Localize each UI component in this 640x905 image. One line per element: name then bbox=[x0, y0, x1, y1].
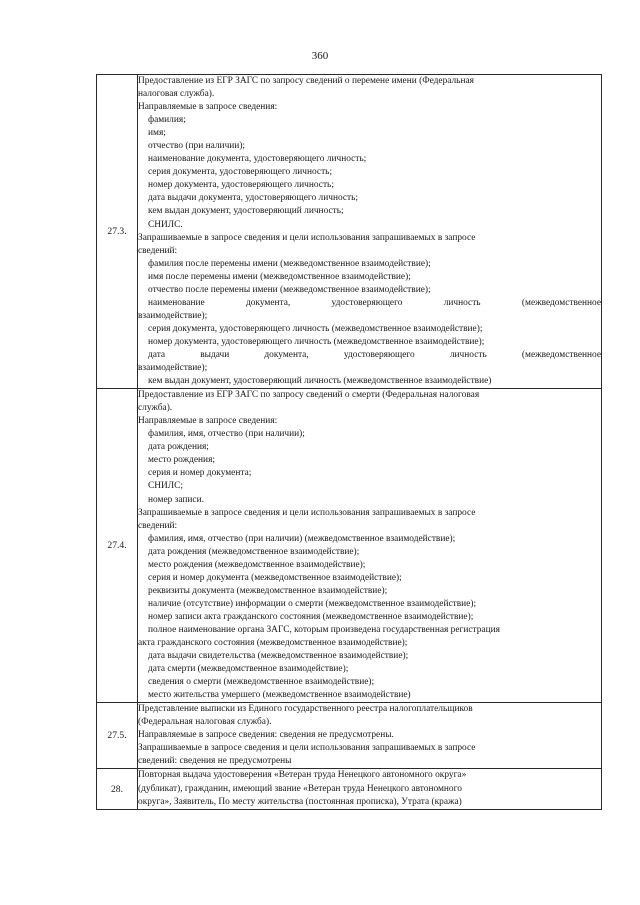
text-line: серия и номер документа (межведомственное взаимодействие); bbox=[148, 572, 402, 583]
text-line: Предоставление из ЕГР ЗАГС по запросу сведений о смерти (Федеральная налоговая bbox=[138, 390, 480, 401]
text-line: дата рождения; bbox=[148, 442, 209, 453]
text-line: номер записи. bbox=[148, 494, 204, 505]
text-line: Запрашиваемые в запросе сведения и цели использования запрашиваемых в запросе bbox=[138, 507, 476, 518]
text-line: дата выдачи документа, удостоверяющего личность; bbox=[148, 193, 359, 204]
text-line: фамилия, имя, отчество (при наличии) (межведомственное взаимодействие); bbox=[148, 533, 456, 544]
text-line: Запрашиваемые в запросе сведения и цели использования запрашиваемых в запросе bbox=[138, 743, 476, 754]
table-row bbox=[97, 703, 602, 769]
text-line: СНИЛС. bbox=[148, 219, 183, 230]
text-line: фамилия; bbox=[148, 115, 186, 126]
text-line: дата выдачи свидетельства (межведомственное взаимодействие); bbox=[148, 651, 409, 662]
text-line: сведений: bbox=[138, 245, 178, 256]
row-content bbox=[138, 75, 602, 389]
text-line: (дубликат), гражданин, имеющий звание «Ветеран труда Ненецкого автономного bbox=[138, 783, 462, 794]
text-line: имя после перемены имени (межведомственное взаимодействие); bbox=[148, 271, 411, 282]
text-line: взаимодействие); bbox=[138, 310, 208, 321]
text-line: сведений: bbox=[138, 520, 178, 531]
text-line: дата выдачи документа, удостоверяющего личность (межведомственное bbox=[148, 349, 601, 360]
row-number: 28. bbox=[97, 769, 138, 809]
text-line: фамилия после перемены имени (межведомственное взаимодействие); bbox=[148, 258, 431, 269]
text-line: наименование документа, удостоверяющего личность (межведомственное bbox=[148, 297, 601, 308]
text-line: Направляемые в запросе сведения: bbox=[138, 416, 278, 427]
text-line: номер записи акта гражданского состояния (межведомственное взаимодействие); bbox=[148, 611, 474, 622]
text-line: место рождения (межведомственное взаимодействие); bbox=[148, 559, 366, 570]
text-line: Направляемые в запросе сведения: bbox=[138, 102, 278, 113]
text-line: дата смерти (межведомственное взаимодействие); bbox=[148, 664, 349, 675]
row-content bbox=[138, 389, 602, 703]
text-line: место рождения; bbox=[148, 455, 215, 466]
text-line: налоговая служба). bbox=[138, 89, 215, 100]
text-line: служба). bbox=[138, 403, 173, 414]
text-line: наименование документа, удостоверяющего личность; bbox=[148, 154, 367, 165]
text-line: акта гражданского состояния (межведомственное взаимодействие); bbox=[138, 638, 408, 649]
text-line: СНИЛС; bbox=[148, 481, 184, 492]
text-line: дата рождения (межведомственное взаимодействие); bbox=[148, 546, 360, 557]
text-line: округа», Заявитель, По месту жительства (постоянная прописка), Утрата (кража) bbox=[138, 796, 462, 807]
text-line: Запрашиваемые в запросе сведения и цели использования запрашиваемых в запросе bbox=[138, 232, 476, 243]
text-line: серия документа, удостоверяющего личность (межведомственное взаимодействие); bbox=[148, 323, 483, 334]
text-line: номер документа, удостоверяющего личность; bbox=[148, 180, 334, 191]
text-line: серия и номер документа; bbox=[148, 468, 252, 479]
text-line: Предоставление из ЕГР ЗАГС по запросу сведений о перемене имени (Федеральная bbox=[138, 76, 474, 86]
table-row bbox=[97, 389, 602, 703]
row-content bbox=[138, 769, 602, 809]
row-content bbox=[138, 703, 602, 769]
text-line: реквизиты документа (межведомственное взаимодействие); bbox=[148, 585, 388, 596]
table-row bbox=[97, 769, 602, 809]
text-line: взаимодействие); bbox=[138, 363, 208, 374]
text-line: Направляемые в запросе сведения: сведения не предусмотрены. bbox=[138, 730, 394, 741]
text-line: отчество после перемены имени (межведомственное взаимодействие); bbox=[148, 284, 431, 295]
text-line: Повторная выдача удостоверения «Ветеран труда Ненецкого автономного округа» bbox=[138, 770, 467, 781]
row-number: 27.3. bbox=[97, 75, 138, 389]
text-line: место жительства умершего (межведомственное взаимодействие) bbox=[148, 690, 411, 701]
row-number: 27.4. bbox=[97, 389, 138, 703]
text-line: фамилия, имя, отчество (при наличии); bbox=[148, 429, 305, 440]
table-row bbox=[97, 75, 602, 389]
text-line: (Федеральная налоговая служба). bbox=[138, 717, 272, 728]
text-line: Представление выписки из Единого государственного реестра налогоплательщиков bbox=[138, 704, 473, 715]
text-line: кем выдан документ, удостоверяющий личность; bbox=[148, 206, 344, 217]
text-line: наличие (отсутствие) информации о смерти (межведомственное взаимодействие); bbox=[148, 598, 477, 609]
text-line: кем выдан документ, удостоверяющий личность (межведомственное взаимодействие) bbox=[148, 376, 492, 387]
text-line: номер документа, удостоверяющего личность (межведомственное взаимодействие); bbox=[148, 336, 485, 347]
text-line: полное наименование органа ЗАГС, которым произведена государственная регистрация bbox=[148, 624, 500, 635]
text-line: отчество (при наличии); bbox=[148, 141, 246, 152]
text-line: сведений: сведения не предусмотрены bbox=[138, 756, 292, 767]
text-line: имя; bbox=[148, 128, 166, 139]
row-number: 27.5. bbox=[97, 703, 138, 769]
services-table bbox=[96, 74, 602, 810]
text-line: серия документа, удостоверяющего личность; bbox=[148, 167, 333, 178]
text-line: сведения о смерти (межведомственное взаимодействие); bbox=[148, 677, 375, 688]
page-number: 360 bbox=[311, 50, 329, 62]
